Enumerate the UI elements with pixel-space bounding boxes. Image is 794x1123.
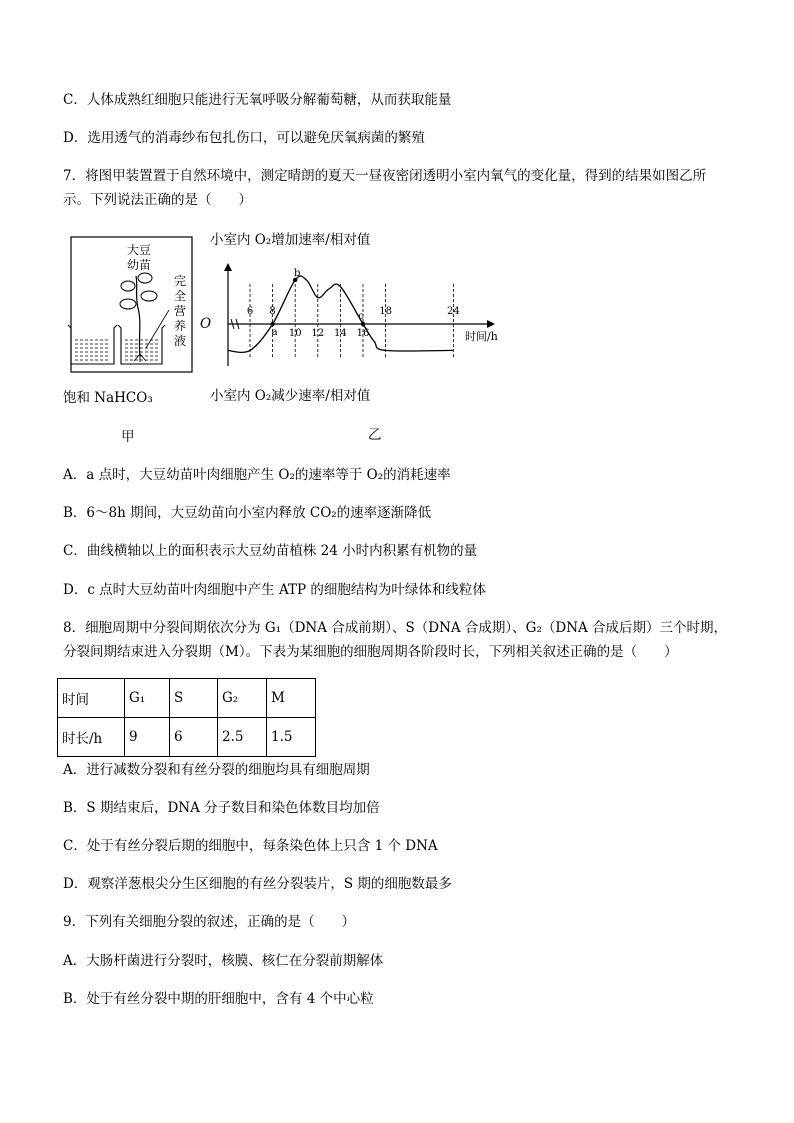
q7-stem-line-2: 示。下列说法正确的是（ ）	[63, 192, 252, 208]
table-header-cell: S	[170, 679, 218, 718]
chart-ylabel-bottom: 小室内 O₂减少速率/相对值	[210, 388, 371, 404]
chart-xlabel: 时间/h	[465, 330, 498, 343]
figure-jia-caption: 甲	[121, 429, 135, 445]
solution-char: 完	[173, 274, 186, 288]
solution-char: 全	[173, 289, 186, 303]
q9-option-a: A．大肠杆菌进行分裂时，核膜、核仁在分裂前期解体	[63, 953, 384, 969]
x-tick-label: 24	[447, 306, 460, 317]
q9-stem: 9．下列有关细胞分裂的叙述，正确的是（ ）	[63, 914, 356, 930]
seedling-label-1: 大豆	[127, 243, 152, 257]
point-label-a: a	[271, 327, 278, 338]
solution-char: 营	[173, 304, 186, 318]
y-axis-arrow	[224, 263, 232, 271]
q7-option-d: D．c 点时大豆幼苗叶肉细胞中产生 ATP 的细胞结构为叶绿体和线粒体	[63, 582, 486, 598]
solution-char: 液	[173, 334, 186, 348]
q6-option-c: C．人体成熟红细胞只能进行无氧呼吸分解葡萄糖，从而获取能量	[63, 92, 452, 108]
point-c	[361, 322, 365, 326]
solution-char: 养	[173, 319, 186, 333]
x-tick-label: 6	[246, 306, 254, 317]
table-cell: 1.5	[267, 718, 316, 757]
origin-label: O	[200, 316, 212, 332]
point-label-b: b	[293, 268, 301, 279]
point-label-c: c	[358, 311, 364, 322]
q7-stem-line-1: 7．将图甲装置置于自然环境中，测定晴朗的夏天一昼夜密闭透明小室内氧气的变化量，得到的结果如图乙所	[63, 168, 707, 184]
table-header-cell: G₁	[125, 679, 170, 718]
q8-stem-line-1: 8．细胞周期中分裂间期依次分为 G₁（DNA 合成前期）、S（DNA 合成期）、G₂（DNA 合成后期）三个时期，	[63, 620, 728, 636]
q8-option-d: D．观察洋葱根尖分生区细胞的有丝分裂装片，S 期的细胞数最多	[63, 876, 452, 892]
table-cell: 9	[125, 718, 170, 757]
x-tick-label: 16	[356, 328, 370, 339]
q8-stem-line-2: 分裂间期结束进入分裂期（M）。下表为某细胞的细胞周期各阶段时长，下列相关叙述正确的是（ ）	[63, 644, 678, 660]
table-header-cell: M	[267, 679, 316, 718]
table-cell: 时长/h	[58, 718, 125, 757]
q9-option-b: B．处于有丝分裂中期的肝细胞中，含有 4 个中心粒	[63, 991, 374, 1007]
nahco3-label: 饱和 NaHCO₃	[63, 390, 153, 406]
table-header-cell: G₂	[218, 679, 267, 718]
x-tick-label: 18	[379, 306, 392, 317]
figure-yi-chart	[210, 262, 500, 372]
q6-option-d: D．选用透气的消毒纱布包扎伤口，可以避免厌氧病菌的繁殖	[63, 130, 425, 146]
q7-option-a: A．a 点时，大豆幼苗叶肉细胞产生 O₂的速率等于 O₂的消耗速率	[63, 467, 451, 483]
x-tick-label: 14	[334, 328, 347, 339]
q7-option-b: B．6～8h 期间，大豆幼苗向小室内释放 CO₂的速率逐渐降低	[63, 505, 432, 521]
q8-option-b: B．S 期结束后，DNA 分子数目和染色体数目均加倍	[63, 800, 380, 816]
table-header-cell: 时间	[58, 679, 125, 718]
q8-option-a: A．进行减数分裂和有丝分裂的细胞均具有细胞周期	[63, 762, 370, 778]
x-tick-label: 8	[269, 306, 276, 317]
point-a	[270, 322, 274, 326]
x-tick-label: 10	[288, 328, 302, 339]
table-header-row	[58, 679, 316, 718]
x-tick-label: 12	[311, 328, 325, 339]
q8-option-c: C．处于有丝分裂后期的细胞中，每条染色体上只含 1 个 DNA	[63, 838, 438, 854]
q7-option-c: C．曲线横轴以上的面积表示大豆幼苗植株 24 小时内积累有机物的量	[63, 543, 478, 559]
figure-yi-caption: 乙	[368, 427, 382, 443]
table-row	[58, 718, 316, 757]
table-cell: 6	[170, 718, 218, 757]
cell-cycle-table	[57, 678, 316, 757]
chart-ylabel-top: 小室内 O₂增加速率/相对值	[210, 232, 371, 248]
seedling-label-2: 幼苗	[127, 258, 152, 272]
solution-label	[173, 274, 187, 349]
table-cell: 2.5	[218, 718, 267, 757]
